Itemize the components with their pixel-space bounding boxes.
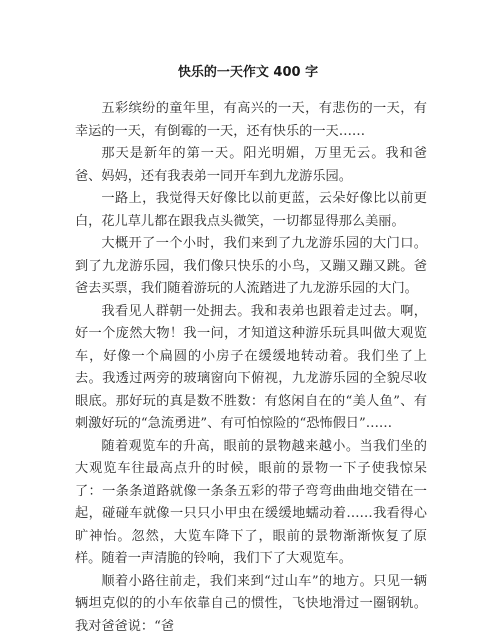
paragraph: 那天是新年的第一天。阳光明媚，万里无云。我和爸爸、妈妈，还有我表弟一同开车到九龙游乐园。 [75, 143, 427, 188]
paragraph: 我看见人群朝一处拥去。我和表弟也跟着走过去。啊，好一个庞然大物！我一问，才知道这种游乐玩具叫做大观览车，好像一个扁圆的小房子在缓缓地转动着。我们坐了上去。我透过两旁的玻璃窗向下俯视，九龙游乐园的全貌尽收眼底。那好玩的真是数不胜数：有悠闲自在的“美人鱼”、有刺激好玩的“急流勇进”、有可怕惊险的“恐怖假日”…… [75, 301, 427, 436]
paragraph: 随着观览车的升高，眼前的景物越来越小。当我们坐的大观览车往最高点升的时候，眼前的景物一下子使我惊呆了：一条条道路就像一条条五彩的带子弯弯曲曲地交错在一起，碰碰车就像一只只小甲虫在缓缓地蠕动着……我看得心旷神怡。忽然，大览车降下了，眼前的景物渐渐恢复了原样。随着一声清脆的铃响，我们下了大观览车。 [75, 436, 427, 571]
paragraph: 顺着小路往前走，我们来到“过山车”的地方。只见一辆辆坦克似的的小车依靠自己的惯性，飞快地滑过一圈钢轨。我对爸爸说：“爸 [75, 571, 427, 638]
article-body [75, 98, 427, 638]
paragraph: 大概开了一个小时，我们来到了九龙游乐园的大门口。到了九龙游乐园，我们像只快乐的小鸟，又蹦又蹦又跳。爸爸去买票，我们随着游玩的人流踏进了九龙游乐园的大门。 [75, 233, 427, 301]
document-title: 快乐的一天作文 400 字 [0, 64, 496, 82]
paragraph: 五彩缤纷的童年里，有高兴的一天，有悲伤的一天，有幸运的一天，有倒霉的一天，还有快乐的一天…… [75, 98, 427, 143]
paragraph: 一路上，我觉得天好像比以前更蓝，云朵好像比以前更白，花儿草儿都在跟我点头微笑，一切都显得那么美丽。 [75, 188, 427, 233]
